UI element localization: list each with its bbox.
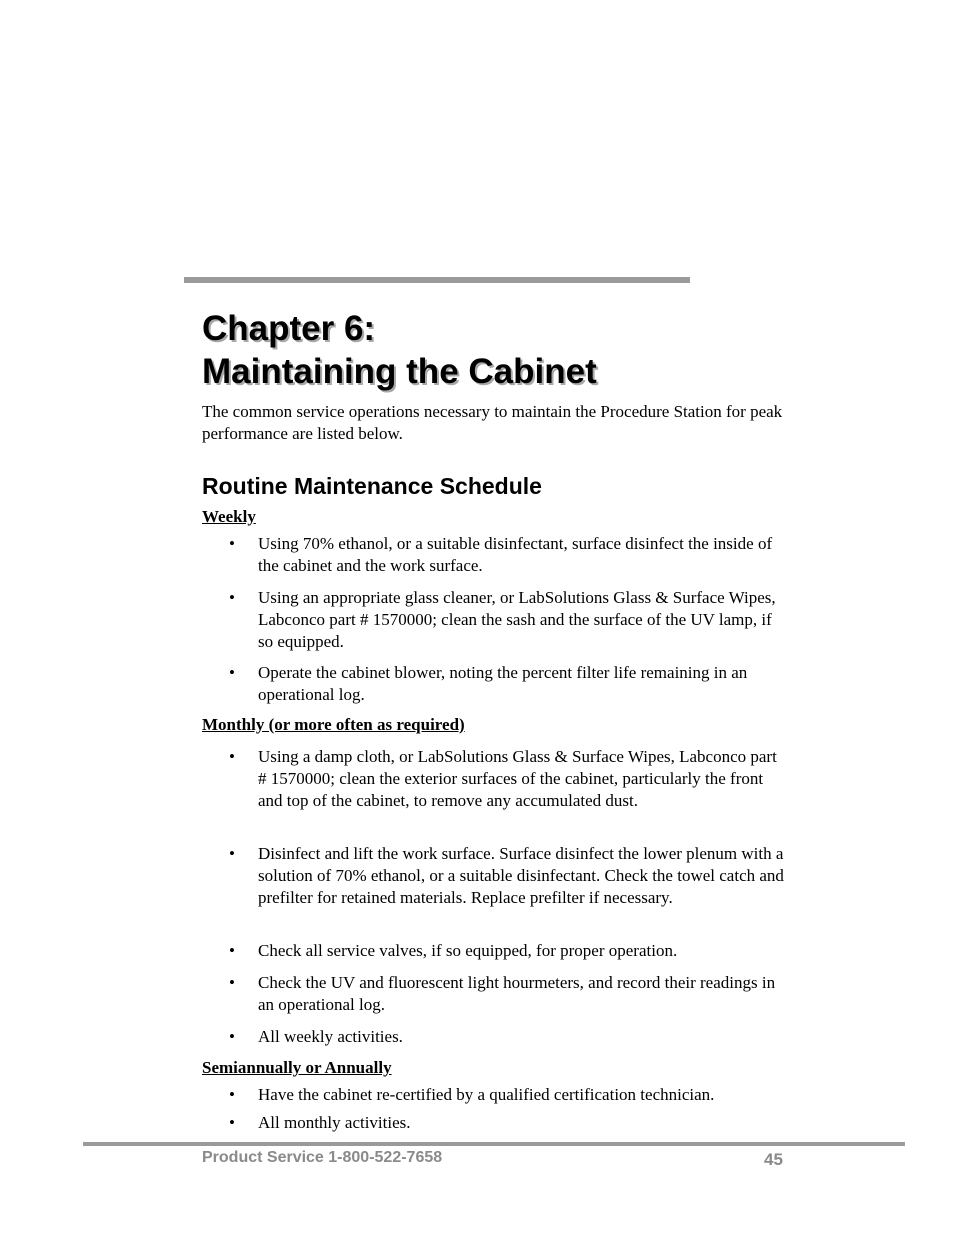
chapter-number: Chapter 6: (202, 309, 376, 348)
chapter-title (202, 307, 597, 393)
chapter-name: Maintaining the Cabinet (202, 352, 597, 391)
list-item-text: Using an appropriate glass cleaner, or LabSolutions Glass & Surface Wipes, Labconco part # 1570000; clean the sash and the surface of the UV lamp, if so equipped. (258, 588, 776, 651)
list-item-text: Using a damp cloth, or LabSolutions Glass & Surface Wipes, Labconco part # 1570000; clean the exterior surfaces of the cabinet, particularly the front and top of the cabinet, to remove any accumulated dust. (258, 747, 777, 810)
bullet-icon: • (229, 1113, 235, 1132)
list-item (229, 1084, 788, 1106)
list-item (229, 940, 788, 962)
footer-service-phone: Product Service 1-800-522-7658 (202, 1149, 443, 1166)
bullet-icon: • (229, 973, 235, 992)
list-item (229, 746, 788, 812)
list-item (229, 533, 788, 577)
bullet-icon: • (229, 941, 235, 960)
list-item (229, 1112, 788, 1134)
page-number: 45 (764, 1150, 783, 1169)
bullet-icon: • (229, 663, 235, 682)
list-item (229, 662, 788, 706)
header-rule (184, 277, 690, 283)
bullet-icon: • (229, 747, 235, 766)
list-item-text: Check the UV and fluorescent light hourmeters, and record their readings in an operational log. (258, 973, 776, 1014)
list-item (229, 1026, 788, 1048)
list-item (229, 587, 788, 653)
list-item-text: Disinfect and lift the work surface. Surface disinfect the lower plenum with a solution of 70% ethanol, or a suitable disinfectant. Check the towel catch and prefilter for retained materials. Replace prefilter if necessary. (258, 844, 784, 907)
bullet-icon: • (229, 534, 235, 553)
monthly-heading: Monthly (or more often as required) (202, 715, 465, 734)
list-item-text: Using 70% ethanol, or a suitable disinfectant, surface disinfect the inside of the cabinet and the work surface. (258, 534, 773, 575)
bullet-icon: • (229, 844, 235, 863)
section-heading: Routine Maintenance Schedule (202, 473, 542, 499)
list-item-text: Have the cabinet re-certified by a qualified certification technician. (258, 1085, 715, 1104)
bullet-icon: • (229, 1085, 235, 1104)
bullet-icon: • (229, 1027, 235, 1046)
semiannual-heading: Semiannually or Annually (202, 1058, 392, 1077)
intro-paragraph: The common service operations necessary to maintain the Procedure Station for peak performance are listed below. (202, 402, 783, 443)
list-item (229, 843, 788, 909)
list-item-text: All monthly activities. (258, 1113, 411, 1132)
weekly-heading: Weekly (202, 507, 256, 526)
bullet-icon: • (229, 588, 235, 607)
list-item-text: Operate the cabinet blower, noting the percent filter life remaining in an operational log. (258, 663, 748, 704)
list-item-text: Check all service valves, if so equipped, for proper operation. (258, 941, 678, 960)
footer-rule (83, 1142, 905, 1146)
list-item (229, 972, 788, 1016)
list-item-text: All weekly activities. (258, 1027, 403, 1046)
